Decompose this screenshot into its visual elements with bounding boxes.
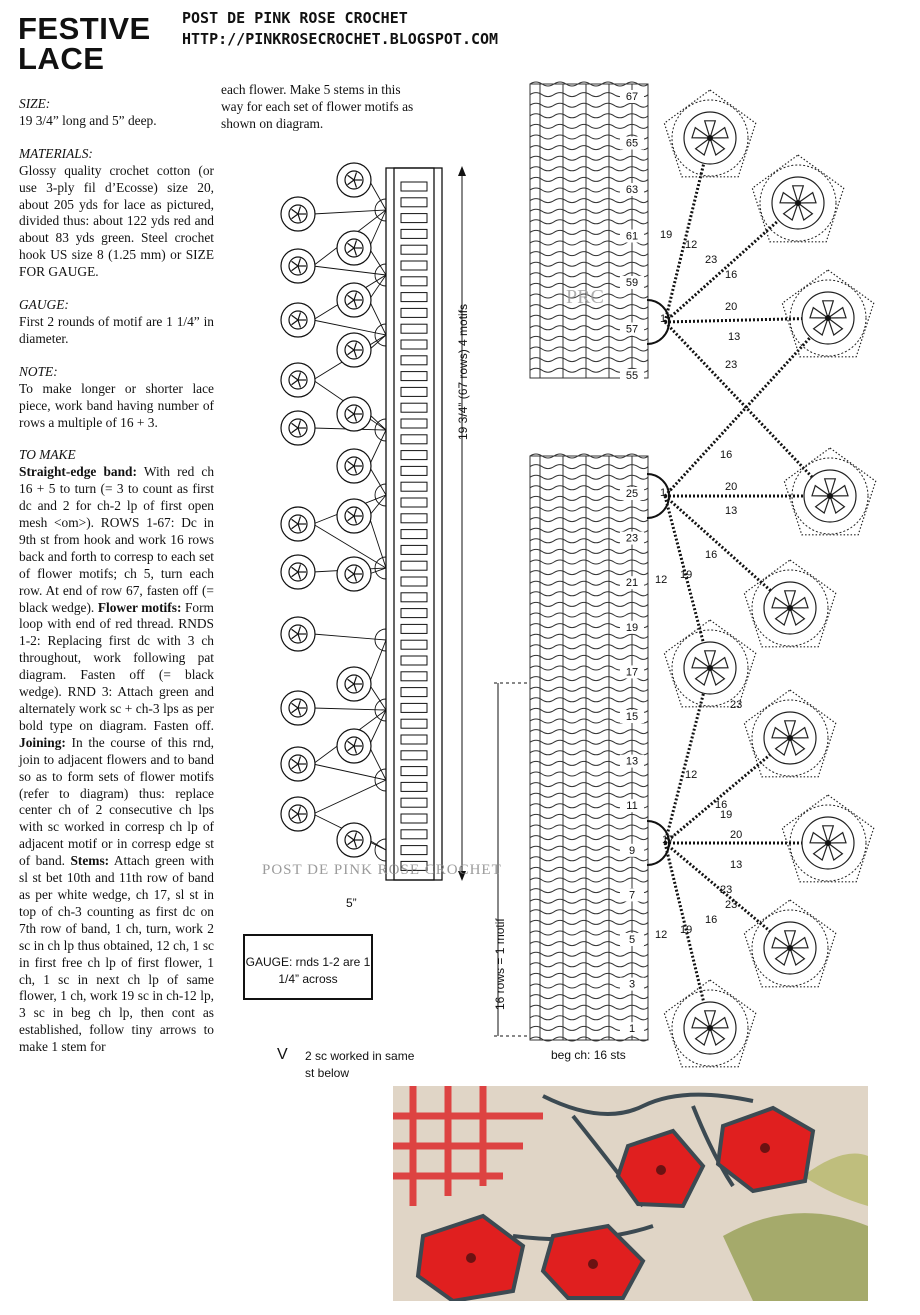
band-text: With red ch 16 + 5 to turn (= 3 to count as first dc and 2 for ch-2 lp of first open mesh <om>). ROWS 1-67: Dc in 9th st from hook and work 16 rows back and forth to corresp to each set of flower motifs; ch 5, turn each row. At end of row 67, fasten off (= black wedge). (19, 464, 215, 615)
stems-label: Stems: (70, 853, 110, 869)
motif-repeat-label: 16 rows = 1 motif (493, 918, 507, 1010)
row-number: 63 (625, 184, 639, 196)
credit-line-1: POST DE PINK ROSE CROCHET (182, 9, 408, 27)
stitch-row (530, 518, 648, 522)
stitch-row (530, 252, 648, 256)
band-slot (401, 656, 427, 665)
v-symbol-icon: V (277, 1046, 288, 1063)
stem-line (313, 780, 386, 814)
instructions-column-2: each flower. Make 5 stems in this way for each set of flower motifs as shown on diagram. (221, 82, 414, 131)
band-slot (401, 451, 427, 460)
stitch-row (530, 1016, 648, 1020)
chart-flower (744, 560, 835, 647)
stem-line (369, 684, 386, 710)
stem-line (369, 275, 386, 300)
band-slot (401, 719, 427, 728)
stem-count-label: 16 (705, 549, 718, 561)
schematic-flower (281, 249, 315, 283)
stem-hub (375, 839, 386, 861)
watermark: POST DE PINK ROSE CROCHET (262, 862, 502, 878)
stem-line (313, 764, 386, 780)
row-number: 57 (625, 323, 639, 336)
band-slot (401, 261, 427, 270)
beginning-chain-label: beg ch: 16 sts (551, 1048, 626, 1062)
row-number: 61 (625, 230, 639, 243)
schematic-flower (281, 363, 315, 397)
schematic-flower (281, 555, 315, 589)
stem-hub (375, 484, 386, 506)
row-number: 5 (628, 934, 636, 946)
band-slot (401, 593, 427, 602)
schematic-flower (281, 617, 315, 651)
stem-count-label: 16 (720, 449, 733, 461)
stem-line (369, 180, 386, 210)
stem-count-label: 20 (725, 301, 738, 313)
row-number: 7 (628, 889, 636, 902)
band-slot (401, 214, 427, 223)
band-slot (401, 830, 427, 839)
band-slot (401, 577, 427, 586)
title-line-1: FESTIVE (18, 11, 151, 46)
chart-flowers (664, 90, 875, 1067)
chart-flower (744, 690, 835, 777)
stitch-row (530, 952, 648, 956)
stitch-row (530, 177, 648, 181)
schematic-flower (337, 667, 371, 701)
band-slot (401, 419, 427, 428)
stitch-row (530, 475, 648, 479)
stem-line (369, 430, 386, 466)
schematic-flower (337, 333, 371, 367)
row-number: 55 (625, 370, 639, 382)
stem-count-label: 19 (720, 809, 733, 821)
stitch-row (530, 549, 648, 553)
band-slot (401, 293, 427, 302)
row-number: 19 (625, 621, 639, 634)
band-slot (401, 356, 427, 365)
stem-line (369, 516, 386, 568)
band-slot (401, 798, 427, 807)
stem-count-label: 23 (720, 884, 733, 896)
stem-count-label: 16 (725, 269, 738, 281)
band-slot (401, 198, 427, 207)
chart-flower (664, 90, 755, 177)
chart-flower (664, 620, 755, 707)
stem-count-label: 20 (725, 481, 738, 493)
stitch-row (530, 730, 648, 734)
stitch-row (530, 963, 648, 967)
stitch-row (530, 910, 648, 914)
stitch-row (530, 220, 648, 224)
stitch-chart (490, 78, 890, 1078)
schematic-flower (337, 397, 371, 431)
band-slot (401, 640, 427, 649)
stem-line (369, 300, 386, 335)
band-slot (401, 435, 427, 444)
stitch-row (530, 199, 648, 203)
stem-count-label: 23 (730, 699, 743, 711)
stitch-row (530, 602, 648, 606)
stem-count-label: 13 (725, 505, 738, 517)
stitch-row (530, 124, 648, 128)
band-slot (401, 751, 427, 760)
schematic-flower (281, 197, 315, 231)
stem-count-label: 23 (725, 359, 738, 371)
note-text: To make longer or shorter lace piece, work band having number of rows a multiple of 16 + 3. (19, 380, 214, 430)
title-line-2: LACE (18, 41, 105, 76)
row-number: 11 (626, 800, 638, 813)
schematic-flower (281, 507, 315, 541)
band-slot (401, 466, 427, 475)
band-slot (401, 277, 427, 286)
page-title (18, 11, 151, 76)
stitch-row (530, 655, 648, 659)
band-slot (401, 324, 427, 333)
chart-flower (744, 900, 835, 987)
stitch-row (530, 772, 648, 776)
stitch-row (530, 878, 648, 882)
schematic-diagram (262, 150, 472, 890)
credit-url[interactable]: HTTP://PINKROSECROCHET.BLOGSPOT.COM (182, 30, 499, 48)
chart-flower (782, 795, 873, 882)
band-slot (401, 372, 427, 381)
watermark-small: PRC (566, 286, 604, 308)
stitch-row (530, 825, 648, 829)
chart-flower (664, 980, 755, 1067)
row-number: 25 (625, 488, 639, 500)
stem-count-label: 23 (705, 254, 718, 266)
band-slot (401, 703, 427, 712)
stem-line (369, 248, 386, 275)
schematic-flower (281, 797, 315, 831)
band-slot (401, 672, 427, 681)
schematic-flower (337, 231, 371, 265)
stitch-row (530, 793, 648, 797)
band-slot (401, 688, 427, 697)
note-heading: NOTE: (19, 363, 58, 379)
instructions-column-1 (19, 96, 214, 1056)
stitch-row (530, 751, 648, 755)
schematic-flower (337, 449, 371, 483)
schematic-flowers (281, 163, 371, 857)
band-slot (401, 245, 427, 254)
chart-flower (782, 270, 873, 357)
stitch-row (530, 920, 648, 924)
band-slot (401, 624, 427, 633)
band-slot (401, 814, 427, 823)
stitch-row (530, 867, 648, 871)
row-number: 59 (625, 277, 639, 289)
stitch-row (530, 1005, 648, 1009)
stem-count-label: 12 (655, 574, 668, 586)
stitch-row (530, 209, 648, 213)
joining-text: In the course of this rnd, join to adjacent flowers and to band so as to form sets of flower motifs (refer to diagram) thus: replace center ch of 2 consecutive ch lps with sc worked in corresp ch lp of adjacent motif or in corresp edge st of band. (19, 734, 214, 869)
row-number: 17 (625, 666, 639, 679)
materials-heading: MATERIALS: (19, 145, 93, 161)
stem-line (369, 466, 386, 495)
width-label: 5” (346, 896, 357, 910)
band-slot (401, 545, 427, 554)
stitch-row (530, 465, 648, 469)
v-symbol-label: 2 sc worked in same st below (305, 1049, 415, 1080)
row-number: 3 (628, 978, 636, 991)
schematic-flower (337, 557, 371, 591)
stitch-row (530, 740, 648, 744)
stem-count-label: 13 (730, 859, 743, 871)
band-label: Straight-edge band: (19, 464, 137, 480)
size-text: 19 3/4” long and 5” deep. (19, 112, 157, 128)
materials-section (19, 146, 214, 281)
row-number: 13 (625, 755, 639, 768)
stitch-row (530, 560, 648, 564)
stitch-row (530, 995, 648, 999)
schematic-band-slots (401, 182, 427, 870)
gauge-text: First 2 rounds of motif are 1 1/4” in diameter. (19, 313, 214, 346)
stitch-row (530, 347, 648, 351)
row-number: 1 (628, 1023, 636, 1036)
stem-count-label: 16 (705, 914, 718, 926)
stitch-row (530, 645, 648, 649)
schematic-flower (337, 729, 371, 763)
row-number: 9 (628, 844, 636, 857)
stitch-row (530, 507, 648, 511)
stem-count-label: 12 (685, 769, 698, 781)
band-slot (401, 182, 427, 191)
stem-count-label: 19 (660, 229, 673, 241)
stem-line (369, 746, 386, 780)
gauge-box: GAUGE: rnds 1-2 are 1 1/4” across (243, 934, 373, 1000)
band-slot (401, 308, 427, 317)
schematic-flower (337, 163, 371, 197)
stitch-row (530, 167, 648, 171)
band-slot (401, 340, 427, 349)
band-slot (401, 735, 427, 744)
stem-line (313, 266, 386, 275)
stem-chain (665, 668, 710, 843)
stems-text: Attach green with sl st bet 10th and 11th row of band as per white wedge, ch 17, sl st in top of ch-3 counting as first dc on 7th row of band, 1 ch, turn, work 2 sc in ch lp thus obtained, 12 ch, 1 sc in first free ch lp of first flower, 1 ch, 1 sc in next ch lp of same flower, 1 ch, work 19 sc in ch-12 lp, 3 sc in beg ch lp, then cont as established, follow tiny arrows to make 1 stem for (19, 853, 214, 1055)
row-number: 21 (625, 577, 639, 590)
stem-count-label: 19 (680, 569, 693, 581)
stem-count-label: 17 (660, 313, 673, 325)
stitch-row (530, 634, 648, 638)
stitch-row (530, 103, 648, 107)
stem-count-label: 17 (660, 487, 673, 499)
size-heading: SIZE: (19, 96, 51, 111)
length-label: 19 3/4” (67 rows) 4 motifs (456, 303, 470, 440)
band-slot (401, 782, 427, 791)
stem-line (369, 335, 386, 350)
band-slot (401, 514, 427, 523)
flower-label: Flower motifs: (97, 599, 182, 615)
stem-line (369, 710, 386, 746)
stem-chain (665, 496, 710, 668)
stitch-row (530, 783, 648, 787)
stitch-row (530, 358, 648, 362)
stitch-row (530, 814, 648, 818)
flower-text: Form loop with end of red thread. RNDS 1-2: Replacing first dc with 3 ch throughout, work following pat diagram. Fasten off (= black wedge). RND 3: Attach green and alternately work sc + ch-3 lps as per bold type on diagram. Fasten off. (19, 599, 214, 733)
note-section (19, 364, 214, 432)
stem-line (313, 320, 386, 335)
band-slot (401, 387, 427, 396)
stitch-row (530, 687, 648, 691)
schematic-flower (281, 411, 315, 445)
gauge-section (19, 297, 214, 348)
stitch-row (530, 836, 648, 840)
chart-stems (647, 138, 830, 1028)
band-slot (401, 609, 427, 618)
band-slot (401, 561, 427, 570)
stem-count-label: 19 (680, 924, 693, 936)
band-slot (401, 530, 427, 539)
schematic-flower (337, 823, 371, 857)
joining-label: Joining: (19, 734, 66, 750)
stem-count-label: 13 (728, 331, 741, 343)
stitch-row (530, 336, 648, 340)
row-number: 23 (625, 532, 639, 545)
band-slot (401, 498, 427, 507)
stitch-row (530, 973, 648, 977)
stem-count-label: 16 (715, 799, 728, 811)
stem-line (369, 210, 386, 248)
stitch-row (530, 315, 648, 319)
schematic-flower (337, 283, 371, 317)
lace-photo (393, 1086, 868, 1301)
stitch-row (530, 857, 648, 861)
schematic-flower (281, 303, 315, 337)
schematic-flower (281, 691, 315, 725)
stitch-row (530, 613, 648, 617)
stem-count-label: 12 (655, 929, 668, 941)
stem-count-label: 12 (685, 239, 698, 251)
band-slot (401, 229, 427, 238)
stitch-row (530, 114, 648, 118)
band-slot (401, 403, 427, 412)
band-slot (401, 767, 427, 776)
gauge-heading: GAUGE: (19, 297, 69, 313)
stitch-row (530, 262, 648, 266)
stitch-row (530, 571, 648, 575)
stem-count-label: 20 (730, 829, 743, 841)
to-make-section (19, 447, 214, 1056)
schematic-flower (337, 499, 371, 533)
band-slot (401, 482, 427, 491)
chart-flower (752, 155, 843, 242)
row-number: 15 (625, 711, 639, 723)
row-number: 65 (625, 137, 639, 150)
row-number: 67 (625, 91, 639, 103)
band-slot (401, 846, 427, 855)
materials-text: Glossy quality crochet cotton (or use 3-ply fil d’Ecosse) size 20, about 205 yds for lace as pictured, divided thus: about 122 yds red and about 83 yds green. Steel crochet hook US size 8 (1.25 mm) or SIZE FOR GAUGE. (19, 162, 214, 280)
credit-header (182, 8, 498, 50)
stem-count-label: 17 (662, 834, 675, 846)
stitch-row (530, 592, 648, 596)
stitch-row (530, 156, 648, 160)
stitch-row (530, 698, 648, 702)
to-make-heading: TO MAKE (19, 447, 76, 463)
stem-line (369, 414, 386, 430)
stem-count-label: 23 (725, 899, 738, 911)
schematic-flower (281, 747, 315, 781)
